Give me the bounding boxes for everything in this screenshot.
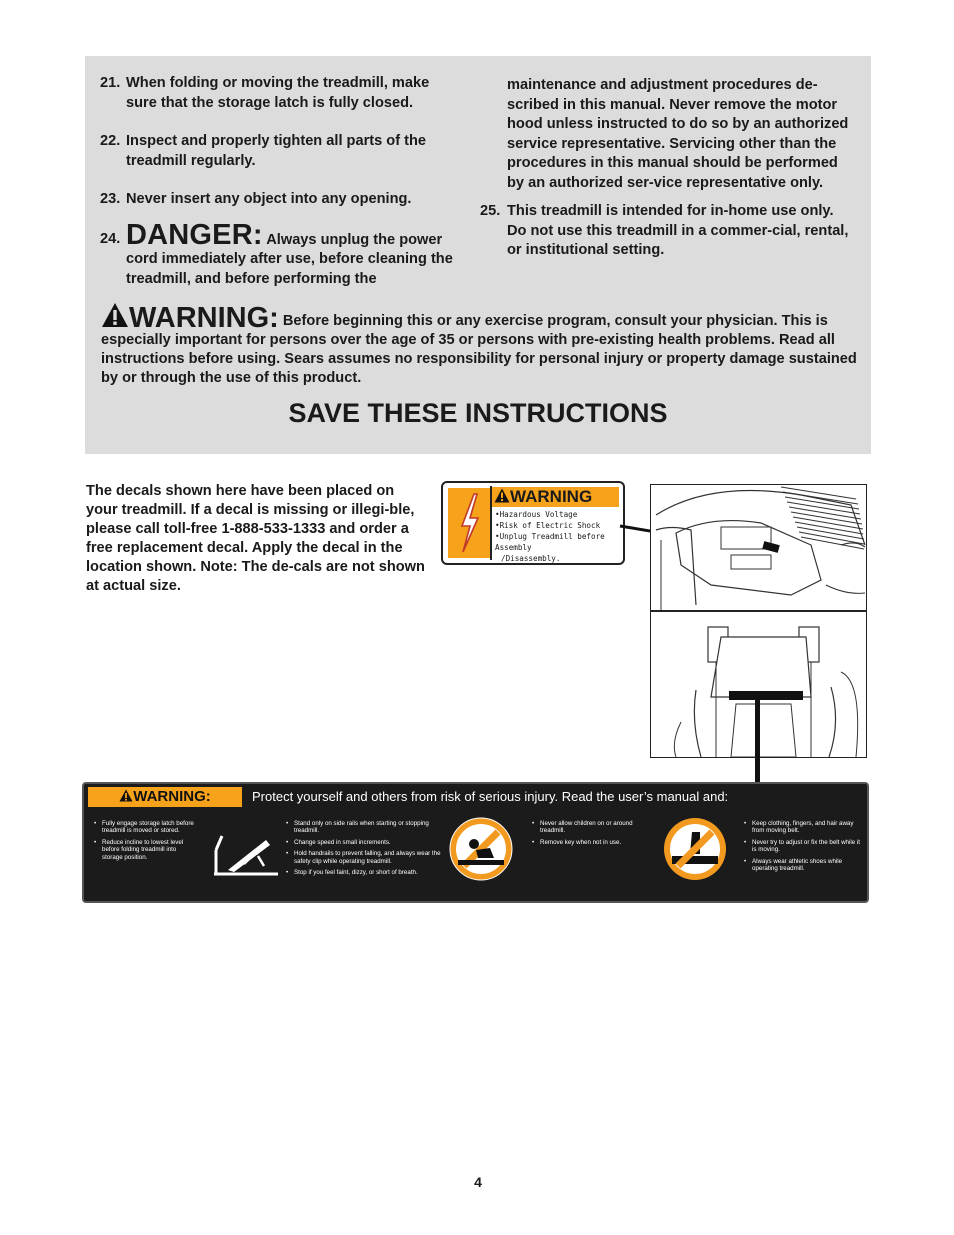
list-item: • Stop if you feel faint, dizzy, or short of breath.	[286, 869, 441, 876]
safety-column-right	[480, 76, 850, 261]
list-item: • Reduce incline to lowest level before folding treadmill into storage position.	[94, 839, 194, 861]
warning-triangle-icon	[101, 302, 129, 328]
decal-warning-lines: •Hazardous Voltage •Risk of Electric Shock •Unplug Treadmill before Assembly /Disassembly.	[495, 510, 605, 563]
safety-item-24: 24. DANGER: Always unplug the power cord immediately after use, before cleaning the treadmill, and before performing the	[100, 218, 453, 287]
warning-paragraph: WARNING: Before beginning this or any exercise program, consult your physician. This is especially important for persons over the age of 35 or persons with pre-existing health problems. Read all instructions before using. Sears assumes no responsibility for personal injury or property damage sustained by or through the use of this product.	[101, 302, 857, 386]
list-item: • Remove key when not in use.	[532, 839, 650, 846]
injury-warning-decal	[82, 782, 869, 903]
folding-treadmill-icon	[208, 826, 284, 878]
list-item: • Always wear athletic shoes while operating treadmill.	[744, 858, 862, 873]
treadmill-console-drawing	[651, 485, 866, 610]
danger-label: DANGER:	[126, 218, 263, 251]
safety-item-25: 25. This treadmill is intended for in-home use only. Do not use this treadmill in a commer-cial, rental, or institutional setting.	[480, 203, 849, 258]
safety-item-24-continued: maintenance and adjustment procedures de-scribed in this manual. Never remove the motor hood unless instructed to do so by an authorized service representative. Servicing other than the procedures in this manual should be performed by an authorized ser-vice representative only.	[507, 77, 849, 191]
save-instructions-title: SAVE THESE INSTRUCTIONS	[288, 398, 668, 428]
electric-shock-decal	[441, 481, 625, 565]
page-number: 4	[474, 1174, 482, 1190]
list-item: • Never allow children on or around treadmill.	[532, 820, 650, 835]
decal-warning-banner: WARNING:	[88, 787, 242, 807]
warning-label: WARNING:	[129, 302, 279, 334]
decal-headline: Protect yourself and others from risk of serious injury. Read the user’s manual and:	[252, 789, 729, 804]
no-hands-near-belt-icon	[660, 814, 730, 884]
decal-pointer-line-vertical	[755, 700, 760, 784]
list-item: • Change speed in small increments.	[286, 839, 441, 846]
safety-item-21: 21. When folding or moving the treadmill, make sure that the storage latch is fully closed.	[100, 75, 430, 111]
list-item: • Stand only on side rails when starting or stopping treadmill.	[286, 820, 441, 835]
list-item: • Hold handrails to prevent falling, and always wear the safety clip while operating treadmill.	[286, 850, 441, 865]
decal-instruction-list-4	[744, 820, 862, 876]
console-illustration	[650, 484, 867, 611]
safety-item-23: 23. Never insert any object into any opening.	[100, 191, 412, 207]
decal-instruction-list-1	[94, 820, 194, 865]
decal-note: The decals shown here have been placed on your treadmill. If a decal is missing or illegi-ble, please call toll-free 1-888-533-1333 and order a free replacement decal. Apply the decal in the location shown. Note: The de-cals are not shown at actual size.	[86, 483, 425, 594]
lightning-bolt-icon	[448, 488, 490, 558]
decal-instruction-list-2	[286, 820, 441, 880]
warning-triangle-icon	[494, 488, 510, 503]
decal-warning-banner: WARNING	[492, 487, 619, 507]
list-item: • Never try to adjust or fix the belt while it is moving.	[744, 839, 862, 854]
safety-item-22: 22. Inspect and properly tighten all parts of the treadmill regularly.	[100, 133, 427, 169]
safety-column-left	[100, 74, 460, 289]
list-item: • Fully engage storage latch before treadmill is moved or stored.	[94, 820, 194, 835]
list-item: • Keep clothing, fingers, and hair away from moving belt.	[744, 820, 862, 835]
no-children-icon	[446, 814, 516, 884]
decal-instruction-list-3	[532, 820, 650, 850]
warning-triangle-icon	[119, 789, 133, 802]
